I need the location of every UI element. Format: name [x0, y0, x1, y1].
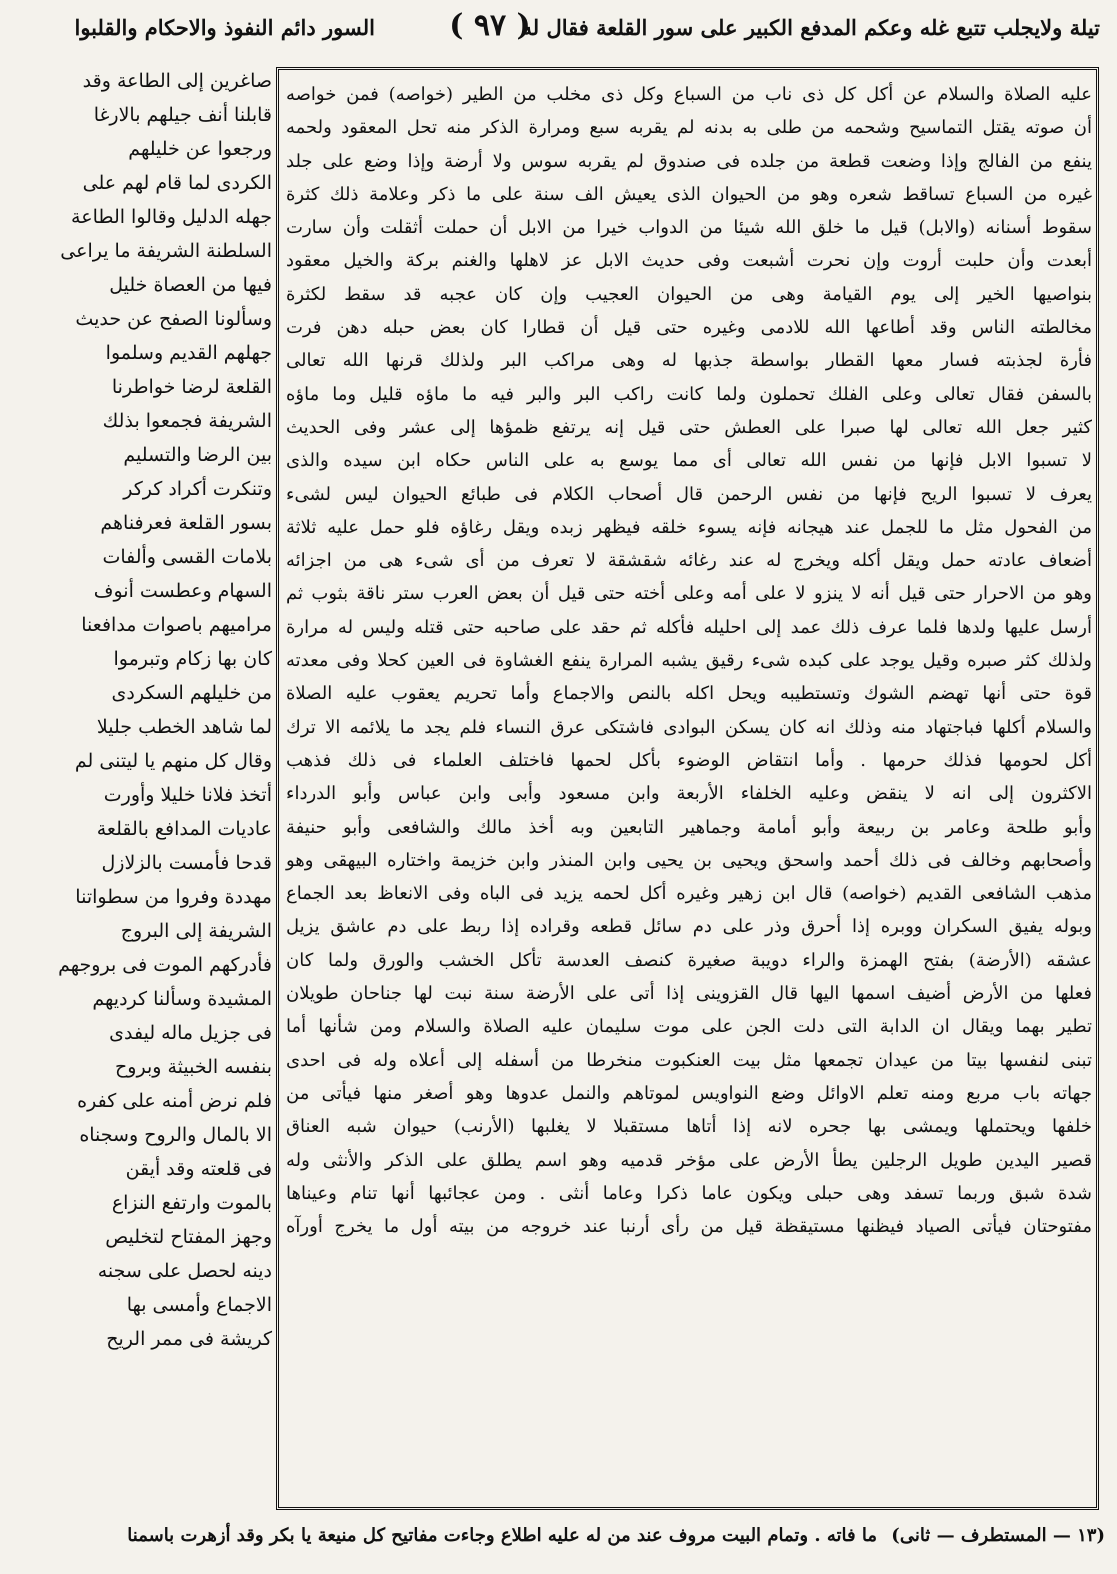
page-number: ( ٩٧ ): [449, 8, 531, 43]
margin-text-line: الاجماع وأمسى بها: [126, 1294, 272, 1316]
margin-text-line: أتخذ فلانا خليلا وأورت: [103, 784, 272, 806]
main-text-line: وهو من الاحرار حتى قيل أنه لا ينزو لا على أمه وعلى أخته حتى قيل أن بعض العرب ستر ناقة بثوب ثم: [286, 583, 1092, 605]
margin-text-line: وسألونا الصفح عن حديث: [75, 308, 272, 330]
signature-mark: (١٣ — المستطرف — ثانى): [891, 1525, 1105, 1546]
main-text-line: فأرة لجذبته فسار معها القطار بواسطة جذبها له وهى مراكب البر ولذلك قرنها الله تعالى: [286, 350, 1092, 372]
main-text-line: والسلام أكلها فباجتهاد منه وذلك انه كان يسكن البوادى فاشتكى عرق النساء فلم يجد ما يلائمه الا ترك: [286, 716, 1092, 738]
margin-text-line: بالموت وارتفع النزاع: [111, 1192, 272, 1214]
main-text-line: وبوله يفيق السكران ووبره إذا أحرق وذر على دم سائل قطعه وقراده إذا ربط على دم عاشق يزيل: [286, 916, 1092, 938]
main-text-line: قصير اليدين طويل الرجلين يطأ الأرض على مؤخر قدميه وهو اسم يطلق على الذكر والأنثى وله: [286, 1149, 1093, 1171]
main-text-line: بنواصيها الخير إلى يوم القيامة وهى من الحيوان العجيب وإن كان عجبه قد سقط لكثرة: [286, 283, 1092, 305]
footer-catchline: ما فاته . وتمام البيت مروف عند من له عليه اطلاع وجاءت مفاتيح كل منيعة يا بكر وقد أزهرت باسمنا: [127, 1525, 878, 1546]
margin-text-line: صاغرين إلى الطاعة وقد: [82, 70, 272, 92]
main-text-line: وأصحابهم وخالف فى ذلك أحمد واسحق ويحيى بن يحيى وابن المنذر وابن خزيمة واختاره البيهقى وهو: [286, 849, 1092, 871]
margin-text-line: فى جزيل ماله ليفدى: [109, 1022, 272, 1044]
running-head-left: السور دائم النفوذ والاحكام والقلبوا: [74, 15, 375, 40]
margin-text-line: الشريفة إلى البروج: [120, 920, 272, 942]
margin-text-line: بنفسه الخبيثة وبروح: [115, 1056, 272, 1078]
main-text-line: شدة شبق وربما تسفد وهى حبلى ويكون عاما ذكرا وعاما أنثى . ومن عجائبها أنها تنام وعيناها: [286, 1182, 1092, 1204]
margin-text-line: فى قلعته وقد أيقن: [125, 1158, 272, 1180]
margin-text-line: كان بها زكام وتبرموا: [113, 648, 272, 670]
margin-text-line: بلامات القسى وألفات: [102, 546, 272, 568]
main-text-line: سقوط أسنانه (والابل) قيل ما خلق الله شيئا من الدواب خيرا من الابل أن حملت أثقلت وأن سارت: [286, 217, 1092, 239]
margin-text-line: جهلهم القديم وسلموا: [105, 342, 272, 364]
main-text-line: قوة حتى أنها تهضم الشوك وتستطيبه ويحل اكله بالنص والاجماع وأما تحريم يعقوب عليه الصلاة: [286, 683, 1092, 705]
main-text-line: كثير جعل الله تعالى لها صبرا على العطش حتى قيل إنه يرتفع ظمؤها إلى عشر وفى الحديث: [286, 416, 1092, 438]
margin-text-line: وجهز المفتاح لتخليص: [105, 1226, 272, 1248]
main-text-line: ولذلك كثر صبره وقيل يوجد على كبده شىء رقيق يشبه المرارة ينفع الغشاوة فى العين كحلا وفى معدته: [286, 650, 1092, 672]
main-text-line: خلفها ويحتملها ويمشى بها جحره لانه إذا أتاها مستقبلا لا يغلبها (الأرنب) حيوان شبه العناق: [286, 1116, 1092, 1138]
margin-text-line: فأدركهم الموت فى بروجهم: [58, 954, 272, 976]
margin-text-line: السهام وعطست أنوف: [93, 580, 272, 602]
margin-text-line: وقال كل منهم يا ليتنى لم: [74, 750, 272, 772]
margin-text-line: السلطنة الشريفة ما يراعى: [60, 240, 272, 262]
main-text-line: بالسفن فقال تعالى وعلى الفلك تحملون ولما كانت راكب البر والبر فيه ما ماؤه قليل وما ماؤه: [286, 383, 1092, 405]
main-text-line: أضعاف عادته حمل ويقل أكله ويخرج له عند رغائه شقشقة لا تعرف من أى شىء هى من اجزائه: [286, 550, 1092, 572]
margin-text-line: من خليلهم السكردى: [111, 682, 272, 704]
margin-text-column: [58, 64, 272, 1524]
page-footer: [30, 1518, 1105, 1558]
main-text-line: عشقه (الأرضة) بفتح الهمزة والراء دويبة صغيرة كنصف العدسة تأكل الخشب والورق ولما كان: [286, 949, 1092, 971]
main-text-line: مخالطته الناس وقد أطاعها الله للادمى وغيره حتى قيل أن قطارا كان بعض حبله دهن فرت: [286, 317, 1092, 339]
main-text-line: يعرف لا تسبوا الريح فإنها من نفس الرحمن قال أصحاب الكلام فى طبائع الحيوان ليس لشىء: [286, 483, 1092, 505]
margin-text-line: وتنكرت أكراد كركر: [123, 478, 272, 500]
margin-text-line: عاديات المدافع بالقلعة: [96, 818, 272, 840]
margin-text-line: قدحا فأمست بالزلازل: [101, 852, 272, 874]
main-text-line: تطير بهما ويقال ان الدابة التى دلت الجن على موت سليمان عليه الصلاة والسلام ومن شأنها أما: [286, 1016, 1092, 1038]
margin-text-line: بسور القلعة فعرفناهم: [100, 512, 272, 534]
main-text-line: أكل لحومها فذلك حرمها . وأما انتقاض الوضوء بأكل لحمها فاختلف العلماء فى ذلك فذهب: [286, 749, 1092, 771]
main-text-line: مذهب الشافعى القديم (خواصه) قال ابن زهير وغيره أكل لحمه يزيد فى الباه وفى الانعاظ بعد الجماع: [286, 883, 1092, 905]
main-text-line: تبنى لنفسها بيتا من عيدان تجمعها مثل بيت العنكبوت منخرطا من أسفله إلى أعلاه وله فى احدى: [286, 1049, 1092, 1071]
margin-text-line: فيها من العصاة خليل: [109, 274, 272, 296]
margin-text-line: بين الرضا والتسليم: [123, 444, 272, 466]
margin-text-line: الا بالمال والروح وسجناه: [79, 1124, 272, 1146]
main-text-line: ينفع من الفالج وإذا وضعت قطعة من جلده فى صندوق لم يقربه سوس ولا أرضة وإذا وضع على جلد: [286, 150, 1092, 172]
main-text-line: الاكثرون إلى انه لا ينقض وعليه الخلفاء الأربعة وابن مسعود وأبى وابن عباس وأبو الدرداء: [286, 783, 1092, 805]
margin-text-line: القلعة لرضا خواطرنا: [111, 376, 272, 398]
main-text-line: وأبو طلحة وعامر بن ربيعة وأبو أمامة وجماهير التابعين وبه أخذ مالك والشافعى وأبو حنيفة: [286, 816, 1092, 838]
main-text-line: لا تسبوا الابل فإنها من نفس الله تعالى أى مما يوسع به على الناس حكاه ابن سيده والذى: [286, 450, 1092, 472]
main-text-line: أبعدت وأن حلبت أروت وإن نحرت أشبعت وفى حديث الابل عز لاهلها والغنم بركة والخيل معقود: [286, 250, 1092, 272]
running-head-right: تيلة ولايجلب تتبع غله وعكم المدفع الكبير على سور القلعة فقال له: [521, 15, 1100, 40]
margin-text-line: ورجعوا عن خليلهم: [128, 138, 272, 160]
margin-text-line: المشيدة وسألنا كرديهم: [92, 988, 272, 1010]
main-text-column: [286, 78, 1092, 1506]
main-text-line: فعلها من الأرض أضيف اسمها اليها قال القزوينى إذا أتى على الأرضة سنة نبت لها جناحان طويلان: [286, 983, 1092, 1005]
main-text-line: جهاته باب مربع ومنه تعلم الاوائل وضع النواويس لموتاهم والنمل عدوها وهو أصغر منها فيأتى من: [286, 1082, 1092, 1104]
page-header: [30, 8, 1100, 60]
margin-text-line: لما شاهد الخطب جليلا: [96, 716, 272, 738]
margin-text-line: قابلنا أنف جيلهم بالارغا: [93, 104, 272, 126]
margin-text-line: كريشة فى ممر الريح: [106, 1328, 272, 1350]
main-text-line: من الفحول مثل ما للجمل عند هيجانه فإنه يسوء خلقه فيظهر زبده ويقل رغاؤه فلو حمل عليه ثلاثة: [286, 516, 1092, 538]
main-text-line: أرسل عليها ولدها فلما عرف ذلك عمد إلى احليله فأكله ثم حقد على صاحبه حتى قتله وليس له مرارة: [286, 616, 1092, 638]
margin-text-line: مهددة وفروا من سطواتنا: [75, 886, 272, 908]
margin-text-line: دينه لحصل على سجنه: [97, 1260, 272, 1282]
main-text-line: غيره من السباع تساقط شعره وهو من الحيوان الذى يعيش الف سنة على ما ذكر وعلامة ذلك كثرة: [286, 183, 1092, 205]
main-text-line: مفتوحتان فيأتى الصياد فيظنها مستيقظة قيل من رأى أرنبا عند خروجه من بيته أول ما يخرج أورآه: [286, 1216, 1092, 1238]
main-text-line: أن صوته يقتل التماسيح وشحمه من طلى به بدنه لم يقربه سبع ومرارة الذكر منه تحل المعقود ولحمه: [286, 117, 1092, 139]
margin-text-line: الشريفة فجمعوا بذلك: [102, 410, 272, 432]
margin-text-line: مراميهم باصوات مدافعنا: [81, 614, 272, 636]
main-text-line: عليه الصلاة والسلام عن أكل كل ذى ناب من السباع وكل ذى مخلب من الطير (خواصه) فمن خواصه: [286, 84, 1092, 105]
margin-text-line: الكردى لما قام لهم على: [82, 172, 272, 194]
margin-text-line: فلم نرض أمنه على كفره: [77, 1090, 272, 1112]
margin-text-line: جهله الدليل وقالوا الطاعة: [71, 206, 272, 228]
